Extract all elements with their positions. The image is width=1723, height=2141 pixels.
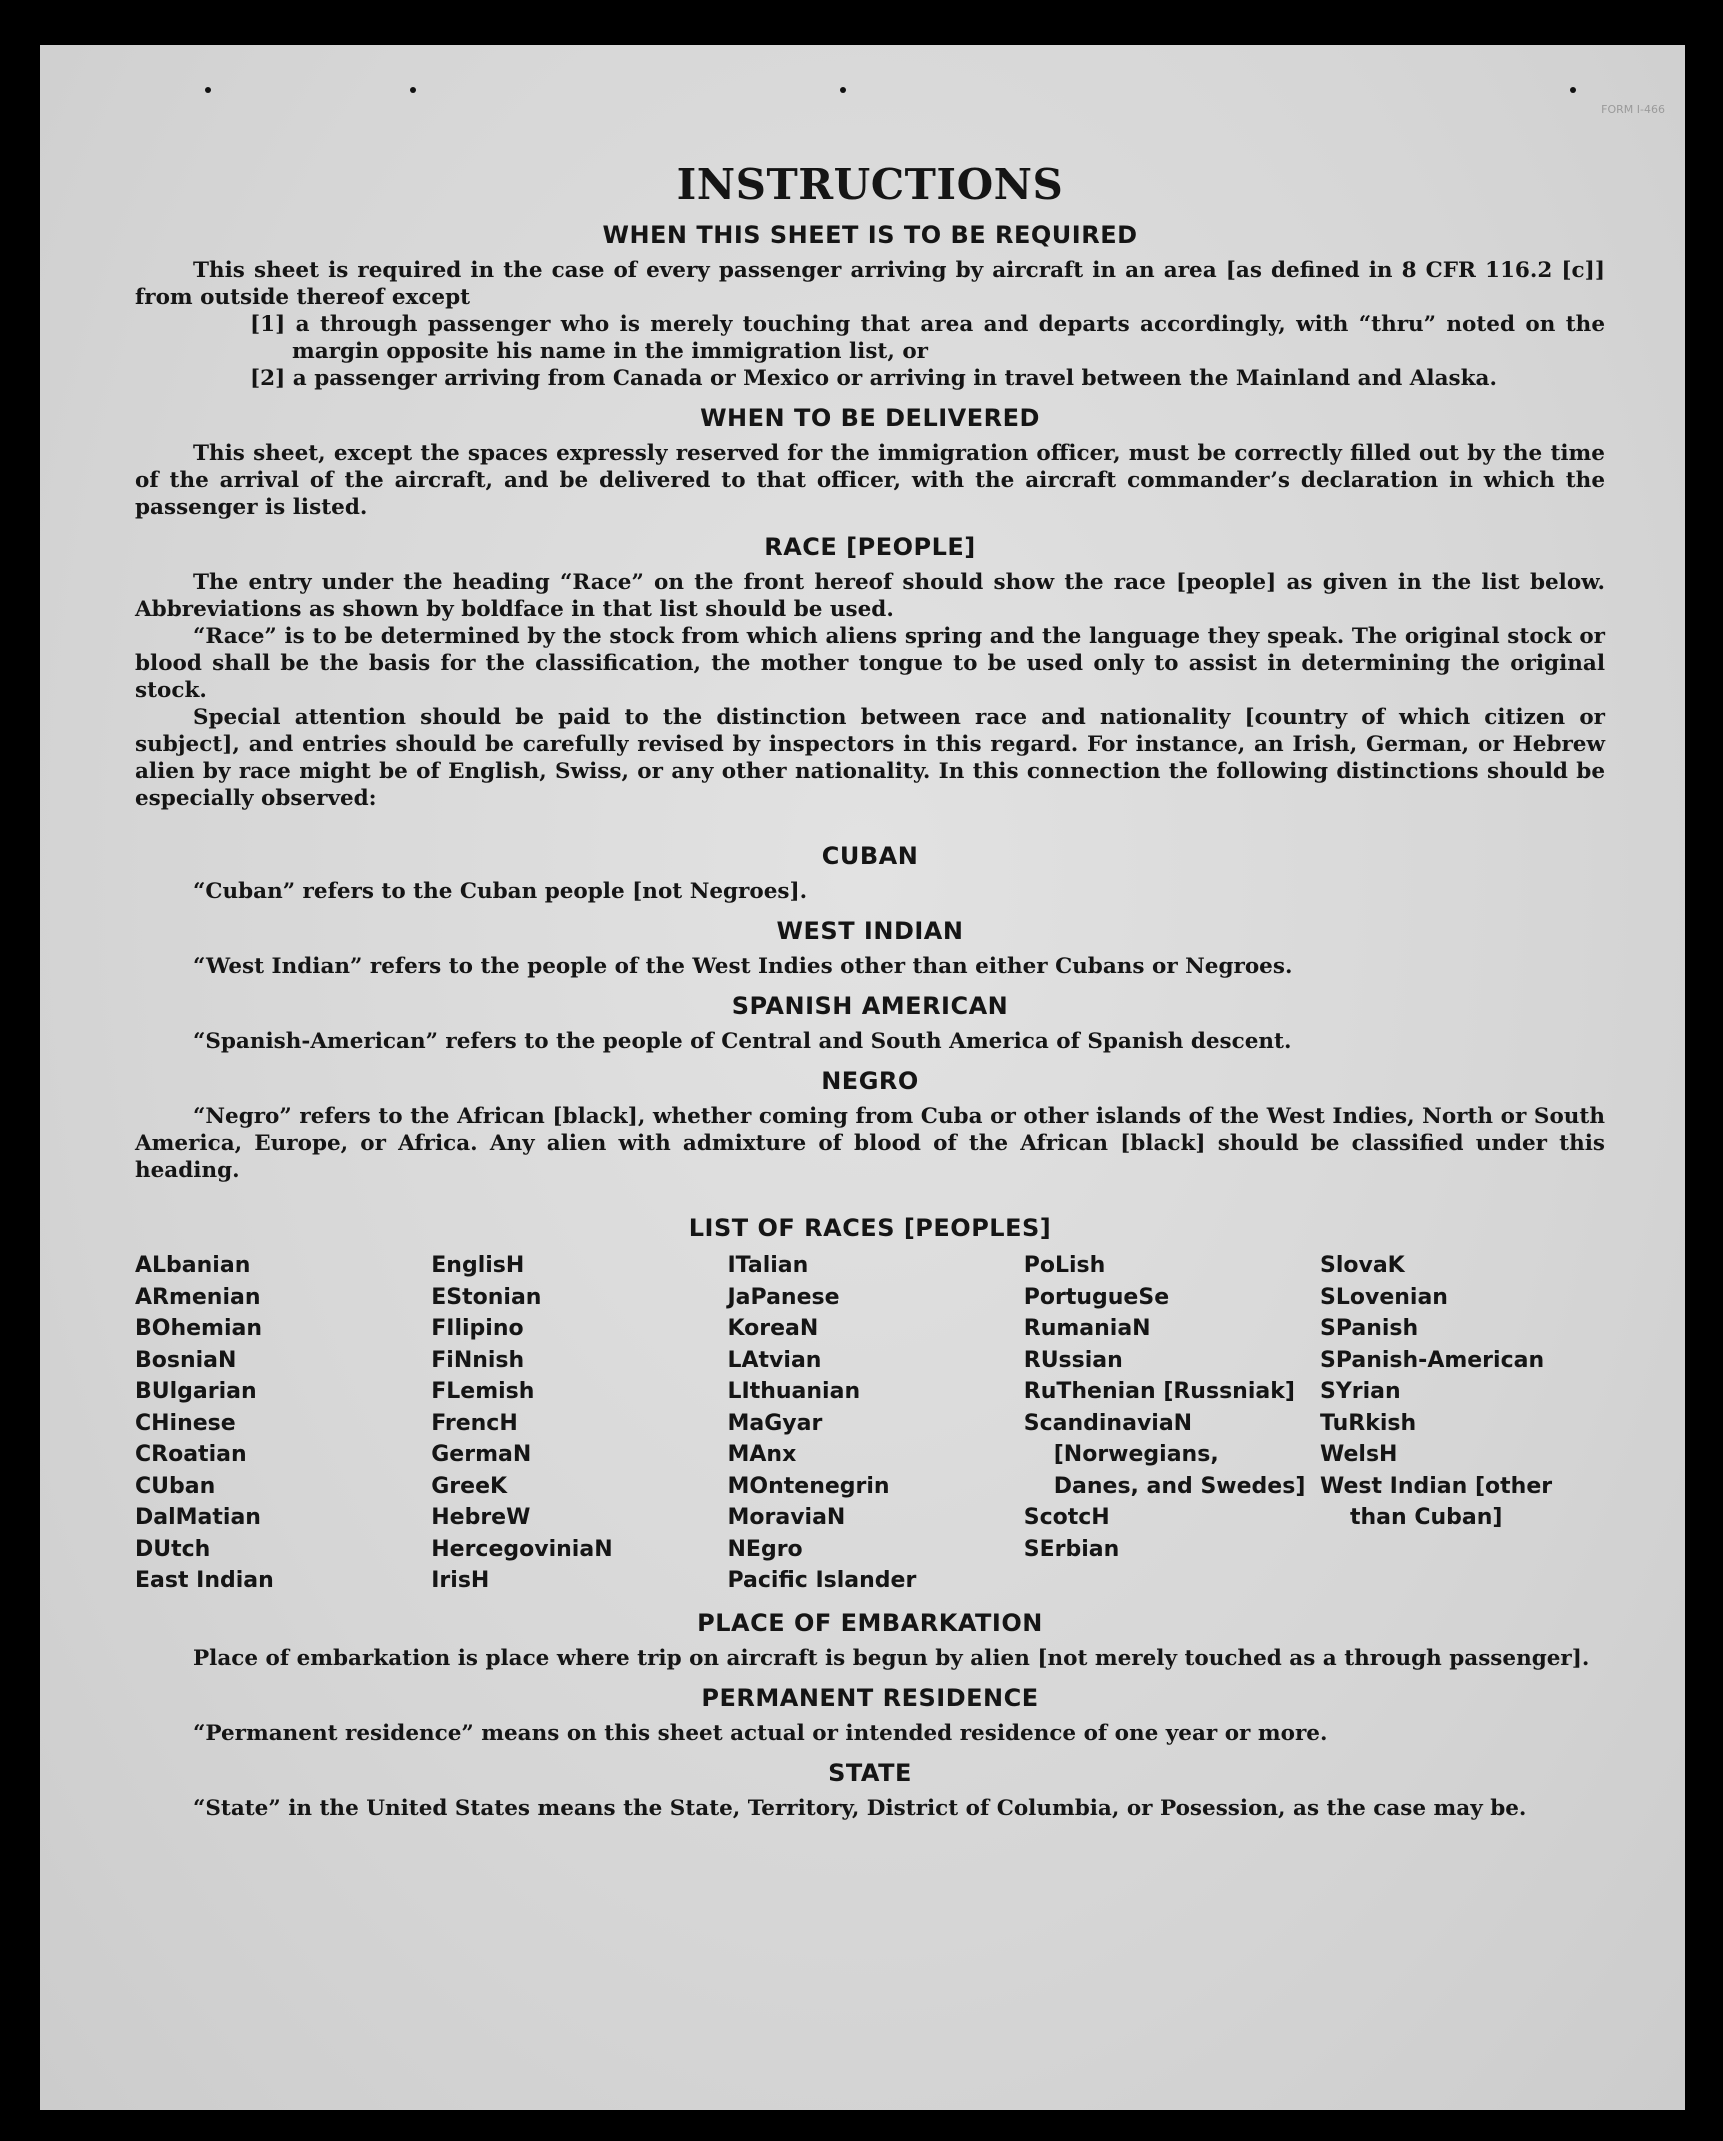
races-list	[135, 1250, 1605, 1597]
when-delivered-text: This sheet, except the spaces expressly reserved for the immigration officer, must be correctly filled out by the time of the arrival of the aircraft, and be delivered to that officer, with the aircraft commander’s declaration in which the passenger is listed.	[135, 441, 1605, 520]
race-item: FIlipino	[431, 1316, 524, 1341]
race-item: SlovaK	[1320, 1253, 1405, 1278]
race-item: BUlgarian	[135, 1379, 257, 1404]
race-item: FLemish	[431, 1379, 535, 1404]
race-item: HebreW	[431, 1505, 531, 1530]
race-item: KoreaN	[727, 1316, 819, 1341]
race-paragraph-1: The entry under the heading “Race” on the front hereof should show the race [people] as given in the list below. Abbreviations as shown by boldface in that list should be used.	[135, 570, 1605, 622]
punch-hole	[410, 87, 416, 93]
races-column-5	[1320, 1250, 1605, 1597]
race-item: PortugueSe	[1023, 1284, 1170, 1310]
state-text: “State” in the United States means the State, Territory, District of Columbia, or Posession, as the case may be.	[193, 1795, 1527, 1821]
race-item: SPanish	[1320, 1316, 1419, 1341]
cuban-text: “Cuban” refers to the Cuban people [not Negroes].	[193, 879, 808, 904]
exception-2: [2] a passenger arriving from Canada or Mexico or arriving in travel between the Mainland and Alaska.	[250, 366, 1497, 391]
race-item: TuRkish	[1320, 1410, 1417, 1436]
punch-hole	[1570, 87, 1576, 93]
race-item: RumaniaN	[1023, 1316, 1151, 1341]
negro-text: “Negro” refers to the African [black], whether coming from Cuba or other islands of the West Indies, North or South America, Europe, or Africa. Any alien with admixture of blood of the African [black] should be classified under this heading.	[135, 1104, 1605, 1183]
permanent-residence-text: “Permanent residence” means on this sheet actual or intended residence of one year or more.	[193, 1720, 1328, 1746]
race-item: PoLish	[1023, 1253, 1106, 1278]
heading-cuban: CUBAN	[821, 842, 919, 870]
race-item: HercegoviniaN	[431, 1536, 613, 1562]
punch-hole	[840, 87, 846, 93]
race-item: ITalian	[727, 1253, 809, 1278]
race-item: LAtvian	[727, 1347, 822, 1373]
race-item: RuThenian [Russniak]	[1023, 1379, 1295, 1404]
race-item: ALbanian	[135, 1253, 251, 1278]
document-page	[40, 45, 1685, 2110]
place-of-embarkation-text: Place of embarkation is place where trip on aircraft is begun by alien [not merely touched as a through passenger].	[193, 1645, 1590, 1671]
race-item: MOntenegrin	[727, 1473, 890, 1499]
race-item: SYrian	[1320, 1379, 1401, 1404]
race-item: Pacific Islander	[727, 1568, 917, 1593]
race-item: WelsH	[1320, 1442, 1398, 1467]
race-item: MoraviaN	[727, 1505, 846, 1530]
heading-state: STATE	[828, 1758, 912, 1787]
exception-1: [1] a through passenger who is merely touching that area and departs accordingly, with “thru” noted on the margin opposite his name in the immigration list, or	[250, 312, 1605, 364]
race-paragraph-3: Special attention should be paid to the distinction between race and nationality [country of which citizen or subject], and entries should be carefully revised by inspectors in this regard. For instance, an Irish, German, or Hebrew alien by race might be of English, Swiss, or any other nationality. In this connection the following distinctions should be especially observed:	[135, 705, 1605, 811]
instructions-body	[135, 160, 1605, 1822]
races-column-3	[728, 1250, 1013, 1597]
race-item: MaGyar	[727, 1410, 823, 1436]
race-item: DalMatian	[135, 1505, 261, 1530]
race-item: JaPanese	[727, 1284, 840, 1310]
heading-when-delivered: WHEN TO BE DELIVERED	[700, 404, 1040, 432]
race-item: IrisH	[431, 1568, 490, 1593]
race-item: FiNnish	[431, 1347, 525, 1373]
race-item: ScotcH	[1023, 1505, 1110, 1530]
race-item: ARmenian	[135, 1284, 261, 1310]
races-column-2	[431, 1250, 716, 1597]
race-item: CUban	[135, 1473, 216, 1499]
race-item: ScandinaviaN [Norwegians, Danes, and Swedes]	[1023, 1410, 1306, 1499]
race-item: RUssian	[1023, 1347, 1123, 1373]
race-item: NEgro	[727, 1536, 803, 1562]
west-indian-text: “West Indian” refers to the people of the West Indies other than either Cubans or Negroes.	[193, 954, 1293, 979]
heading-permanent-residence: PERMANENT RESIDENCE	[701, 1683, 1039, 1712]
race-item: BosniaN	[135, 1347, 237, 1373]
race-item: GermaN	[431, 1442, 532, 1467]
races-column-1	[135, 1250, 420, 1597]
race-item: CRoatian	[135, 1442, 247, 1467]
races-column-4	[1024, 1250, 1309, 1597]
when-required-intro: This sheet is required in the case of every passenger arriving by aircraft in an area [as defined in 8 CFR 116.2 [c]] from outside thereof except	[135, 258, 1605, 310]
race-item: East Indian	[135, 1568, 274, 1593]
race-item: West Indian [other than Cuban]	[1320, 1473, 1553, 1530]
race-item: SLovenian	[1320, 1284, 1448, 1310]
race-item: CHinese	[135, 1410, 236, 1436]
heading-negro: NEGRO	[821, 1067, 919, 1095]
heading-place-of-embarkation: PLACE OF EMBARKATION	[697, 1608, 1043, 1637]
heading-west-indian: WEST INDIAN	[776, 917, 964, 945]
spanish-american-text: “Spanish-American” refers to the people of Central and South America of Spanish descent.	[193, 1029, 1292, 1054]
race-item: EStonian	[431, 1284, 542, 1310]
race-item: EnglisH	[431, 1253, 525, 1278]
race-item: BOhemian	[135, 1316, 263, 1341]
race-item: FrencH	[431, 1410, 518, 1436]
heading-list-of-races: LIST OF RACES [PEOPLES]	[688, 1214, 1052, 1242]
form-number: FORM I-466	[1601, 103, 1665, 116]
race-item: GreeK	[431, 1473, 508, 1499]
race-paragraph-2: “Race” is to be determined by the stock from which aliens spring and the language they speak. The original stock or blood shall be the basis for the classification, the mother tongue to be used only to assist in determining the original stock.	[135, 624, 1605, 703]
race-item: SPanish-American	[1320, 1347, 1545, 1373]
heading-spanish-american: SPANISH AMERICAN	[731, 992, 1009, 1020]
race-item: MAnx	[727, 1442, 797, 1467]
heading-race: RACE [PEOPLE]	[764, 533, 976, 561]
race-item: DUtch	[135, 1536, 211, 1562]
race-item: SErbian	[1023, 1536, 1120, 1562]
heading-when-required: WHEN THIS SHEET IS TO BE REQUIRED	[602, 221, 1138, 249]
race-item: LIthuanian	[727, 1379, 861, 1404]
page-title: INSTRUCTIONS	[676, 160, 1064, 209]
punch-hole	[205, 87, 211, 93]
